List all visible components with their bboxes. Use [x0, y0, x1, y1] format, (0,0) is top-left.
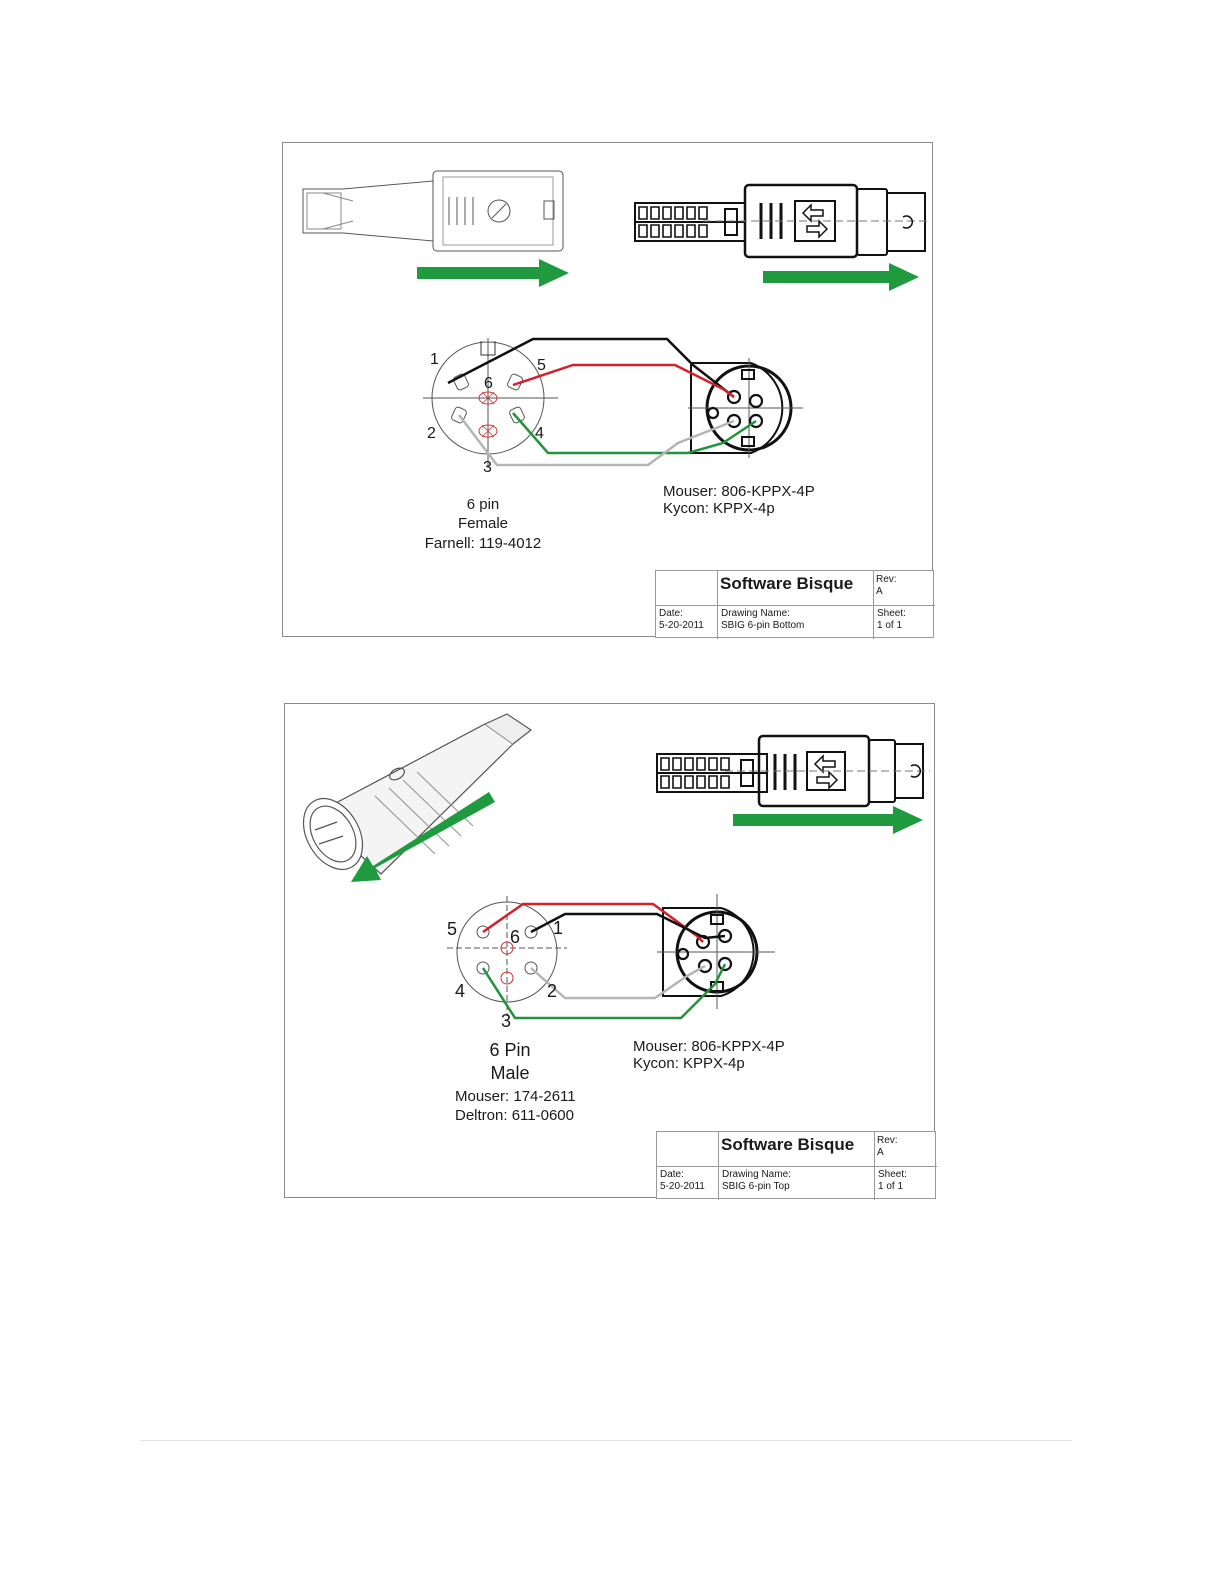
- connector-description: [413, 496, 553, 552]
- drawing-sheet-top: [284, 703, 935, 1198]
- pin-label-1: 1: [430, 351, 439, 368]
- rev-value: A: [877, 1147, 884, 1158]
- pin-label-2: 2: [427, 425, 436, 442]
- date-label: Date:: [659, 608, 683, 619]
- date-label: Date:: [660, 1169, 684, 1180]
- pin-label-4: 4: [455, 981, 466, 1001]
- mini-din-line2: Kycon: KPPX-4p: [633, 1055, 745, 1073]
- drawing-name-value: SBIG 6-pin Top: [722, 1181, 790, 1192]
- pin-label-6: 6: [484, 375, 493, 392]
- pin-label-5: 5: [537, 357, 546, 374]
- drawing-sheet-bottom: [282, 142, 933, 637]
- connector-desc-line4: Deltron: 611-0600: [455, 1107, 574, 1125]
- connector-part-numbers: [455, 1088, 576, 1125]
- pin-label-2: 2: [547, 981, 558, 1001]
- mini-din-face-2: [657, 894, 775, 1009]
- title-block: [655, 570, 934, 638]
- date-value: 5-20-2011: [660, 1181, 705, 1192]
- mini-din-line1: Mouser: 806-KPPX-4P: [633, 1038, 785, 1055]
- connector-desc-line3: Farnell: 119-4012: [424, 534, 542, 552]
- rev-label: Rev:: [876, 574, 897, 585]
- wire-gray-2: [531, 966, 705, 998]
- wire-green: [513, 413, 756, 453]
- drawing-name-label: Drawing Name:: [721, 608, 790, 619]
- direction-arrow-2: [763, 263, 919, 291]
- mini-din-line2: Kycon: KPPX-4p: [663, 500, 775, 518]
- rev-value: A: [876, 586, 883, 597]
- wiring-diagram-top: [285, 704, 936, 1199]
- connector-description-main: [455, 1040, 565, 1083]
- date-value: 5-20-2011: [659, 620, 704, 631]
- drawing-name-label: Drawing Name:: [722, 1169, 791, 1180]
- mini-din-line1: Mouser: 806-KPPX-4P: [663, 483, 815, 500]
- pin-label-3: 3: [483, 459, 492, 476]
- mini-din-plug-drawing-2: [657, 736, 930, 806]
- connector-desc-line2: Male: [490, 1062, 530, 1083]
- connector-desc-line1: 6 pin: [466, 496, 500, 513]
- connector-desc-line2: Female: [457, 515, 509, 533]
- pin-label-6: 6: [510, 927, 521, 947]
- sheet-value: 1 of 1: [877, 620, 903, 631]
- mini-din-part-numbers: [663, 483, 815, 518]
- rev-label: Rev:: [877, 1135, 898, 1146]
- footer-divider: [140, 1440, 1072, 1441]
- sheet-label: Sheet:: [878, 1169, 907, 1180]
- mini-din-part-numbers-2: [633, 1038, 785, 1073]
- direction-arrow-4: [733, 806, 923, 834]
- company-name: Software Bisque: [720, 574, 854, 593]
- company-name: Software Bisque: [721, 1135, 855, 1154]
- mini-din-plug-drawing: [635, 185, 928, 257]
- wire-gray: [459, 415, 734, 465]
- wiring-diagram-bottom: [283, 143, 934, 638]
- connector-desc-line3: Mouser: 174-2611: [455, 1088, 576, 1105]
- connector-desc-line1: 6 Pin: [489, 1040, 531, 1060]
- pin-label-5: 5: [447, 919, 458, 939]
- drawing-name-value: SBIG 6-pin Bottom: [721, 620, 805, 631]
- pin-label-4: 4: [535, 425, 544, 442]
- pin-label-3: 3: [501, 1011, 512, 1031]
- wire-green-2: [483, 964, 725, 1018]
- direction-arrow-1: [417, 259, 569, 287]
- male-din-plug-drawing: [291, 714, 531, 880]
- sheet-value: 1 of 1: [878, 1181, 904, 1192]
- female-din-plug-drawing: [303, 171, 563, 251]
- sheet-label: Sheet:: [877, 608, 906, 619]
- pin-label-1: 1: [553, 918, 564, 938]
- title-block-2: [656, 1131, 936, 1199]
